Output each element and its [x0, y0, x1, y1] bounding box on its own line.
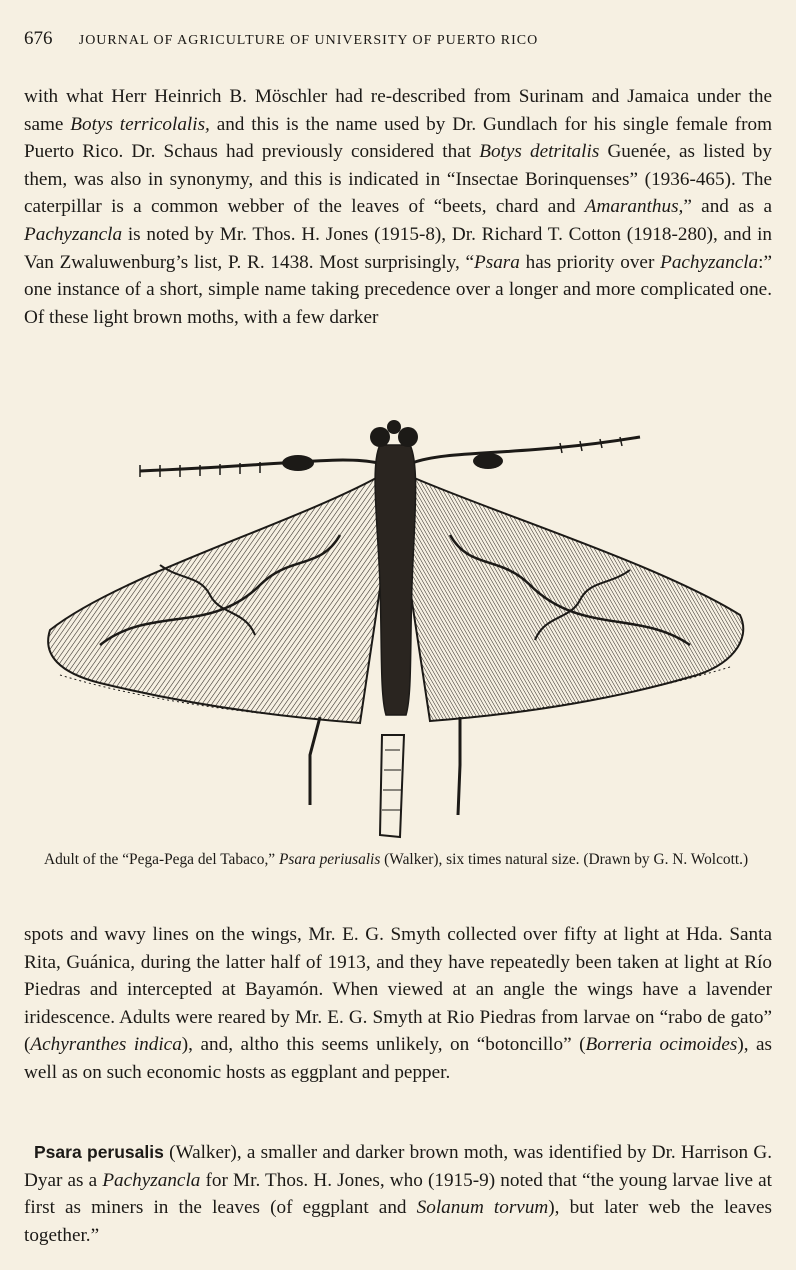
genus-name: Pachyzancla [102, 1169, 201, 1191]
text-run: spots and wavy lines on the wings, Mr. E. G. Smyth collected over fifty at light at Hda. Santa Rita, Guánica, during the latter half of 1913, and they have repeatedly been taken at light at Río Piedras and intercepted at Bayamón. When viewed at an angle the wings have a lavender iridescence. Adults were reared by Mr. E. G. Smyth at Rio Piedras from larvae on “rabo de gato” ( [24, 924, 772, 1056]
paragraph-3 [24, 1139, 772, 1249]
species-name: Botys detritalis [479, 141, 600, 163]
page-number: 676 [24, 28, 53, 49]
left-leg [310, 717, 320, 805]
text-run: is noted by Mr. Thos. H. Jones (1915-8), Dr. Richard T. Cotton (1918-280), and in Van Zwaluwenburg’s list, P. R. 1438. Most surprisingly, “ [24, 223, 772, 273]
moth-drawing [40, 405, 750, 845]
text-run: ), and, altho this seems unlikely, on “botoncillo” ( [181, 1034, 586, 1056]
right-antenna [412, 437, 640, 463]
species-heading: Psara perusalis [34, 1142, 164, 1162]
text-run: ), as well as on such economic hosts as eggplant and pepper. [24, 1034, 773, 1083]
right-leg [458, 717, 460, 815]
paragraph-2 [24, 921, 772, 1087]
text-run: Guenée, as listed by them, was also in synonymy, and this is indicated in “Insectae Borinquenses” (1936-465). The caterpillar is a common webber of the leaves of “beets, chard and [24, 141, 772, 218]
text-run: Adult of the “Pega-Pega del Tabaco,” [44, 851, 279, 868]
running-header [24, 28, 774, 50]
species-name: Psara periusalis [278, 851, 381, 868]
moth-body [375, 445, 416, 715]
journal-title: JOURNAL OF AGRICULTURE OF UNIVERSITY OF PUERTO RICO [78, 33, 539, 48]
text-run: :” one instance of a short, simple name taking precedence over a longer and more complicated one. Of these light brown moths, with a few darker [24, 251, 772, 328]
species-name: Botys terricolalis, [70, 113, 210, 135]
right-forewing [405, 477, 743, 721]
genus-name: Psara [474, 251, 520, 273]
left-forewing [48, 477, 385, 723]
genus-name: Pachyzancla [24, 223, 123, 245]
text-run: for Mr. Thos. H. Jones, who (1915-9) noted that “the young larvae live at first as miners in the leaves (of eggplant and [24, 1169, 773, 1219]
species-name: Borreria ocimoides [585, 1034, 738, 1056]
species-name: Achyranthes indica [30, 1034, 182, 1056]
genus-name: Pachyzancla [660, 251, 759, 273]
left-antenna [140, 460, 378, 471]
text-run: (Walker), a smaller and darker brown moth, was identified by Dr. Harrison G. Dyar as a [24, 1142, 772, 1191]
text-run: with what Herr Heinrich B. Möschler had re-described from Surinam and Jamaica under the same [24, 86, 772, 135]
text-run: ), but later web the leaves together.” [24, 1197, 773, 1246]
text-run: ” and as a [683, 196, 772, 218]
figure-caption [20, 849, 772, 871]
text-run: and this is the name used by Dr. Gundlach for his single female from Puerto Rico. Dr. Schaus had previously considered that [24, 113, 772, 163]
text-run: has priority over [519, 251, 661, 273]
paragraph-1 [24, 83, 772, 331]
genus-name: Amaranthus, [584, 196, 684, 218]
text-run: (Walker), six times natural size. (Drawn by G. N. Wolcott.) [380, 851, 749, 868]
moth-illustration [40, 405, 750, 845]
species-name: Solanum torvum [416, 1197, 549, 1219]
